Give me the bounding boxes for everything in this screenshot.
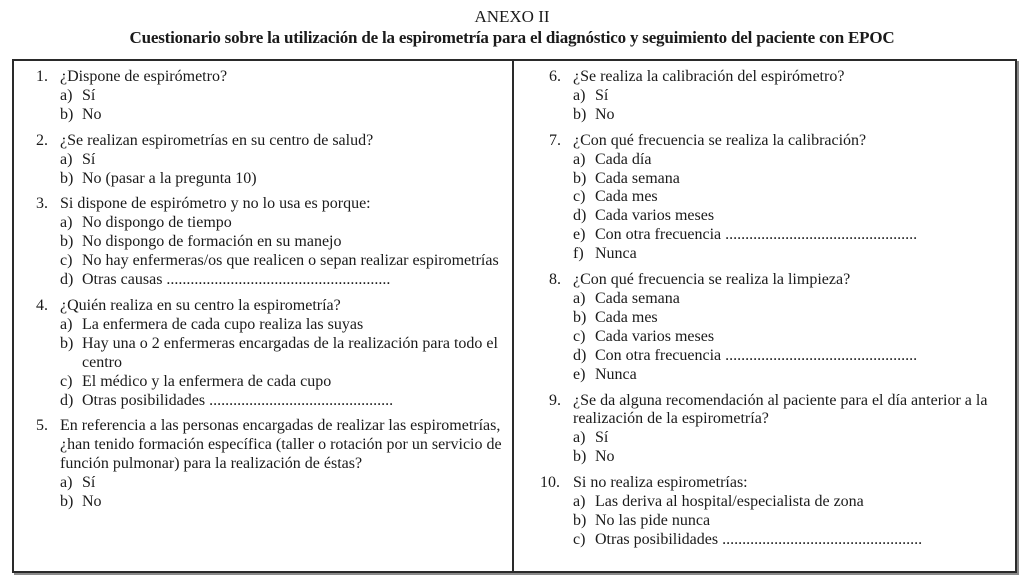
question-text: Si dispone de espirómetro y no lo usa es porque:: [60, 195, 371, 213]
option-text: Con otra frecuencia ................................................: [595, 346, 918, 364]
question-number: 3.: [36, 195, 48, 213]
option-letter: b): [60, 105, 74, 123]
option-text: Nunca: [595, 365, 637, 383]
answer-option[interactable]: [573, 493, 989, 512]
answer-option[interactable]: [573, 245, 989, 264]
question: [549, 132, 989, 264]
answer-option[interactable]: [60, 271, 506, 290]
answer-option[interactable]: [573, 448, 989, 467]
questionnaire-title: Cuestionario sobre la utilización de la espirometría para el diagnóstico y seguimiento del paciente con EPOC: [129, 28, 895, 47]
option-letter: f): [573, 245, 584, 263]
answer-option[interactable]: [573, 328, 989, 347]
option-text: No las pide nunca: [595, 511, 711, 529]
option-letter: a): [573, 493, 586, 511]
answer-option[interactable]: [573, 226, 989, 245]
question-text: ¿Con qué frecuencia se realiza la calibración?: [573, 131, 867, 149]
question-text: Si no realiza espirometrías:: [573, 474, 748, 492]
option-letter: b): [573, 511, 587, 529]
option-letter: b): [60, 169, 74, 187]
question-number: 7.: [549, 131, 561, 149]
question-row: [549, 392, 989, 430]
question-number: 2.: [36, 131, 48, 149]
answer-option[interactable]: [60, 170, 506, 189]
option-letter: c): [573, 327, 586, 345]
answer-option[interactable]: [60, 106, 506, 125]
option-text: No dispongo de tiempo: [82, 214, 232, 232]
question: [36, 195, 506, 290]
option-text: No hay enfermeras/os que realicen o sepan realizar espirometrías: [82, 252, 499, 270]
answer-option[interactable]: [60, 373, 506, 392]
option-letter: e): [573, 365, 586, 383]
answer-option[interactable]: [60, 392, 506, 411]
option-text: No: [82, 105, 102, 123]
question-number: 10.: [540, 474, 560, 492]
option-text: No: [82, 493, 102, 511]
option-text: Sí: [82, 86, 96, 104]
answer-option[interactable]: [60, 151, 506, 170]
option-text: Hay una o 2 enfermeras encargadas de la realización para todo el centro: [82, 334, 498, 371]
answer-option[interactable]: [573, 151, 989, 170]
question-row: [36, 68, 506, 87]
question-row: [36, 417, 506, 474]
answer-option[interactable]: [573, 188, 989, 207]
question-row: [549, 68, 989, 87]
question: [36, 417, 506, 512]
option-letter: d): [573, 346, 587, 364]
option-text: Cada semana: [595, 169, 680, 187]
question-number: 9.: [549, 391, 561, 409]
answer-option[interactable]: [573, 106, 989, 125]
question: [36, 297, 506, 410]
option-text: Sí: [595, 429, 609, 447]
option-text: No: [595, 448, 615, 466]
option-letter: b): [573, 105, 587, 123]
answer-option[interactable]: [573, 366, 989, 385]
option-text: Cada semana: [595, 289, 680, 307]
option-text: Las deriva al hospital/especialista de zona: [595, 493, 864, 511]
question-row: [36, 132, 506, 151]
option-letter: a): [573, 429, 586, 447]
option-letter: a): [60, 86, 73, 104]
option-letter: b): [573, 308, 587, 326]
option-letter: c): [60, 372, 73, 390]
question: [36, 68, 506, 125]
option-letter: a): [573, 86, 586, 104]
question-text: ¿Quién realiza en su centro la espirometría?: [60, 296, 341, 314]
answer-option[interactable]: [573, 207, 989, 226]
option-text: Sí: [595, 86, 609, 104]
option-letter: a): [60, 150, 73, 168]
question-text: ¿Se da alguna recomendación al paciente para el día anterior a la realización de la espirometría?: [573, 391, 988, 428]
option-letter: a): [60, 474, 73, 492]
option-text: Otras posibilidades ..............................................: [82, 391, 394, 409]
questionnaire-box: [12, 59, 1017, 573]
answer-option[interactable]: [60, 233, 506, 252]
answer-option[interactable]: [573, 512, 989, 531]
question-row: [36, 297, 506, 316]
option-text: Con otra frecuencia ................................................: [595, 226, 918, 244]
column-divider: [512, 61, 514, 571]
option-letter: a): [573, 150, 586, 168]
annex-label: ANEXO II: [474, 7, 550, 26]
question-row: [549, 132, 989, 151]
option-letter: d): [60, 271, 74, 289]
answer-option[interactable]: [573, 170, 989, 189]
option-text: No dispongo de formación en su manejo: [82, 233, 342, 251]
option-text: La enfermera de cada cupo realiza las suyas: [82, 315, 364, 333]
option-text: No: [595, 105, 615, 123]
question: [540, 474, 989, 550]
question: [549, 392, 989, 468]
option-letter: d): [573, 207, 587, 225]
answer-option[interactable]: [60, 214, 506, 233]
answer-option[interactable]: [573, 87, 989, 106]
answer-option[interactable]: [60, 493, 506, 512]
question-row: [549, 271, 989, 290]
option-text: Sí: [82, 150, 96, 168]
option-letter: b): [60, 334, 74, 352]
option-text: No (pasar a la pregunta 10): [82, 169, 257, 187]
answer-option[interactable]: [60, 316, 506, 335]
option-text: Cada varios meses: [595, 327, 715, 345]
option-letter: c): [60, 252, 73, 270]
option-letter: b): [573, 448, 587, 466]
option-text: Cada mes: [595, 308, 658, 326]
question-row: [36, 195, 506, 214]
answer-option[interactable]: [60, 252, 506, 271]
answer-option[interactable]: [573, 309, 989, 328]
option-text: Sí: [82, 474, 96, 492]
question: [549, 271, 989, 384]
question: [549, 68, 989, 125]
question-number: 8.: [549, 271, 561, 289]
answer-option[interactable]: [573, 347, 989, 366]
answer-option[interactable]: [60, 335, 506, 373]
option-text: Cada día: [595, 150, 652, 168]
question-text: En referencia a las personas encargadas de realizar las espirometrías, ¿han tenido formación específica (taller o rotación por un servicio de función pulmonar) para la realización de éstas?: [60, 417, 502, 473]
option-letter: d): [60, 391, 74, 409]
question-text: ¿Se realizan espirometrías en su centro de salud?: [60, 131, 374, 149]
answer-option[interactable]: [60, 474, 506, 493]
question-text: ¿Con qué frecuencia se realiza la limpieza?: [573, 271, 851, 289]
option-text: El médico y la enfermera de cada cupo: [82, 372, 332, 390]
option-letter: c): [573, 188, 586, 206]
option-text: Otras posibilidades ..................................................: [595, 530, 923, 548]
answer-option[interactable]: [573, 429, 989, 448]
option-letter: b): [60, 233, 74, 251]
option-letter: a): [60, 214, 73, 232]
question-number: 1.: [36, 68, 48, 85]
option-letter: c): [573, 530, 586, 548]
option-letter: a): [573, 289, 586, 307]
option-letter: b): [60, 493, 74, 511]
question-number: 4.: [36, 296, 48, 314]
question: [36, 132, 506, 189]
option-text: Nunca: [595, 245, 637, 263]
right-column: [540, 68, 989, 557]
option-text: Otras causas ........................................................: [82, 271, 391, 289]
question-number: 5.: [36, 417, 48, 435]
answer-option[interactable]: [573, 290, 989, 309]
answer-option[interactable]: [60, 87, 506, 106]
question-text: ¿Se realiza la calibración del espirómetro?: [573, 68, 845, 85]
option-text: Cada varios meses: [595, 207, 715, 225]
question-number: 6.: [549, 68, 561, 85]
question-text: ¿Dispone de espirómetro?: [60, 68, 228, 85]
option-letter: b): [573, 169, 587, 187]
left-column: [36, 68, 506, 519]
option-text: Cada mes: [595, 188, 658, 206]
option-letter: a): [60, 315, 73, 333]
answer-option[interactable]: [573, 531, 989, 550]
question-row: [540, 474, 989, 493]
option-letter: e): [573, 226, 586, 244]
